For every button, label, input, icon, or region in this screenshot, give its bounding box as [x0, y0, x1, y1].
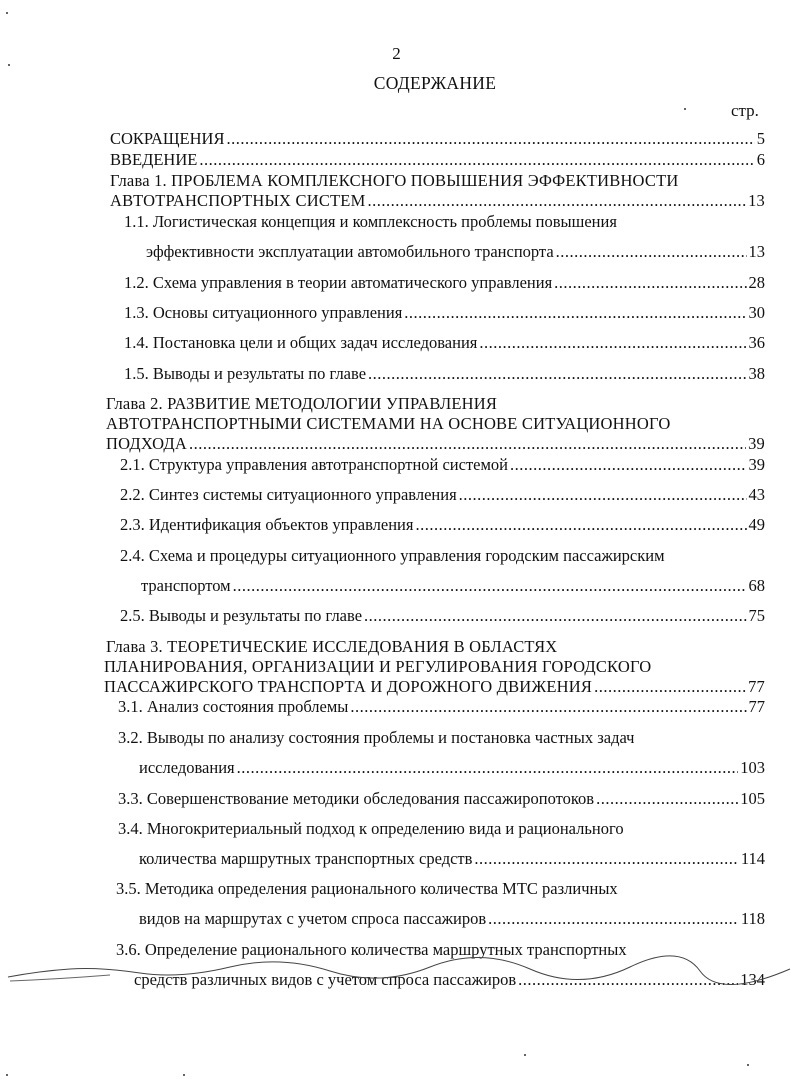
- section-3-3: 3.3. Совершенствование методики обследования пассажиропотоков ..... 105: [118, 789, 765, 809]
- section-1-1-line-2: эффективности эксплуатации автомобильного транспорта ..... 13: [146, 242, 765, 262]
- section-3-4-line-1: 3.4. Многокритериальный подход к определению вида и рационального: [118, 819, 624, 838]
- section-2-3: 2.3. Идентификация объектов управления ..... 49: [120, 515, 765, 535]
- section-3-4-line-2: количества маршрутных транспортных средств ..... 114: [139, 849, 765, 869]
- pages-column-header: стр.: [731, 101, 759, 120]
- toc-entry-abbreviations: СОКРАЩЕНИЯ ..... 5: [110, 129, 765, 149]
- chapter-2-title-line-3: ПОДХОДА ..... 39: [106, 434, 765, 454]
- section-3-5-line-1: 3.5. Методика определения рационального количества МТС различных: [116, 879, 618, 898]
- section-2-2: 2.2. Синтез системы ситуационного управления ..... 43: [120, 485, 765, 505]
- chapter-2-title-line-1: Глава 2. РАЗВИТИЕ МЕТОДОЛОГИИ УПРАВЛЕНИЯ: [106, 394, 498, 413]
- section-2-4-line-1: 2.4. Схема и процедуры ситуационного управления городским пассажирским: [120, 546, 665, 565]
- section-1-3: 1.3. Основы ситуационного управления ..... 30: [124, 303, 765, 323]
- chapter-1-title-line-2: АВТОТРАНСПОРТНЫХ СИСТЕМ ..... 13: [110, 191, 765, 211]
- section-3-2-line-2: исследования ..... 103: [139, 758, 765, 778]
- section-3-6-line-2: средств различных видов с учетом спроса пассажиров ..... 134: [134, 970, 765, 990]
- chapter-2-title-line-2: АВТОТРАНСПОРТНЫМИ СИСТЕМАМИ НА ОСНОВЕ СИТУАЦИОННОГО: [106, 414, 671, 433]
- section-3-2-line-1: 3.2. Выводы по анализу состояния проблемы и постановка частных задач: [118, 728, 635, 747]
- scan-speck: [6, 1074, 8, 1076]
- scan-speck: [183, 1074, 185, 1076]
- chapter-3-title-line-3: ПАССАЖИРСКОГО ТРАНСПОРТА И ДОРОЖНОГО ДВИЖЕНИЯ ..... 77: [104, 677, 765, 697]
- scan-fold-line: [0, 955, 793, 985]
- section-1-4: 1.4. Постановка цели и общих задач исследования ..... 36: [124, 333, 765, 353]
- section-1-2: 1.2. Схема управления в теории автоматического управления ..... 28: [124, 273, 765, 293]
- page-number: 2: [392, 44, 401, 63]
- section-2-1: 2.1. Структура управления автотранспортной системой ..... 39: [120, 455, 765, 475]
- section-3-5-line-2: видов на маршрутах с учетом спроса пассажиров ..... 118: [139, 909, 765, 929]
- scan-speck: [684, 108, 686, 110]
- scan-speck: [6, 12, 8, 14]
- section-2-5: 2.5. Выводы и результаты по главе ..... 75: [120, 606, 765, 626]
- scan-speck: [524, 1054, 526, 1056]
- toc-entry-introduction: ВВЕДЕНИЕ ..... 6: [110, 150, 765, 170]
- scan-speck: [747, 1064, 749, 1066]
- scan-speck: [8, 64, 10, 66]
- section-3-6-line-1: 3.6. Определение рационального количества маршрутных транспортных: [116, 940, 627, 959]
- chapter-3-title-line-2: ПЛАНИРОВАНИЯ, ОРГАНИЗАЦИИ И РЕГУЛИРОВАНИЯ ГОРОДСКОГО: [104, 657, 652, 676]
- section-1-1-line-1: 1.1. Логистическая концепция и комплексность проблемы повышения: [124, 212, 617, 231]
- chapter-3-title-line-1: Глава 3. ТЕОРЕТИЧЕСКИЕ ИССЛЕДОВАНИЯ В ОБЛАСТЯХ: [106, 637, 558, 656]
- page-title: СОДЕРЖАНИЕ: [373, 73, 497, 93]
- section-2-4-line-2: транспортом ..... 68: [141, 576, 765, 596]
- chapter-1-title-line-1: Глава 1. ПРОБЛЕМА КОМПЛЕКСНОГО ПОВЫШЕНИЯ ЭФФЕКТИВНОСТИ: [110, 171, 679, 190]
- section-3-1: 3.1. Анализ состояния проблемы ..... 77: [118, 697, 765, 717]
- section-1-5: 1.5. Выводы и результаты по главе ..... 38: [124, 364, 765, 384]
